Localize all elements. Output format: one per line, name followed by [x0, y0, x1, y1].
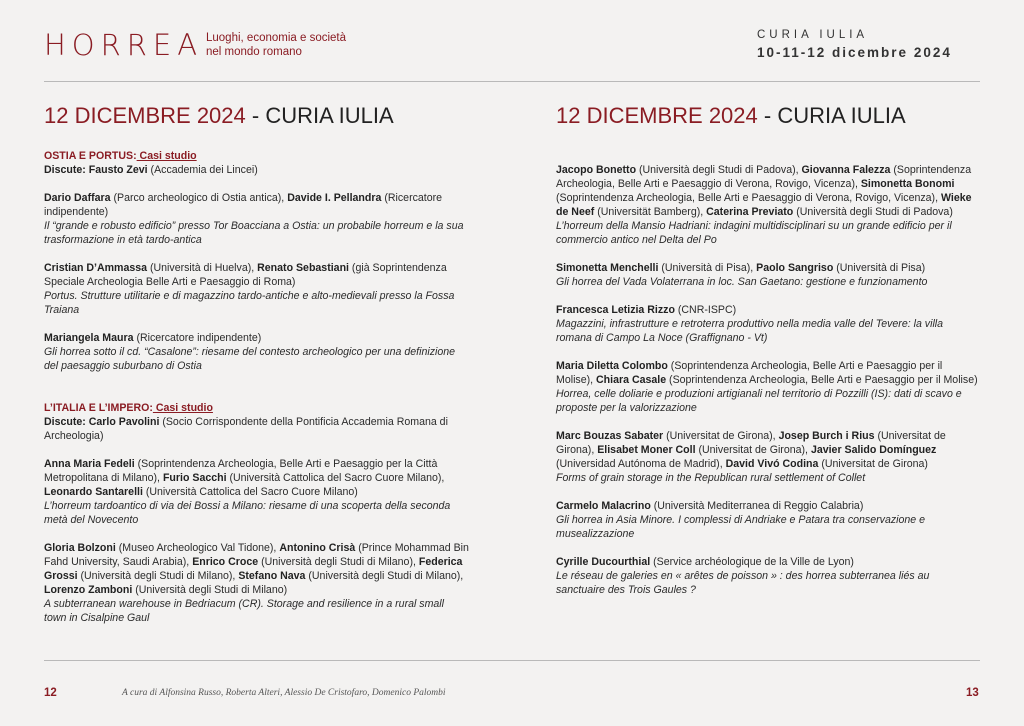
talk-authors	[556, 429, 981, 471]
author: Simonetta Menchelli	[556, 262, 659, 274]
talk-title	[556, 471, 981, 485]
affiliation: (Universität Bamberg),	[594, 206, 707, 218]
author: Paolo Sangriso	[756, 262, 834, 274]
author: Lorenzo Zamboni	[44, 584, 133, 596]
talk-authors	[556, 359, 981, 387]
author: Anna Maria Fedeli	[44, 458, 135, 470]
section-heading-italia	[44, 401, 469, 415]
affiliation: (Soprintendenza Archeologia, Belle Arti e Paesaggio per il Molise),	[556, 360, 943, 386]
author: Giovanna Falezza	[801, 164, 891, 176]
section-sub: Casi studio	[136, 150, 197, 162]
talk-title	[556, 219, 981, 247]
affiliation: (già Soprintendenza Speciale Archeologia Belle Arti e Paesaggio di Roma)	[44, 262, 447, 288]
left-program	[44, 149, 469, 625]
talk-title	[556, 569, 981, 597]
author: Federica Grossi	[44, 556, 463, 582]
affiliation: (Università degli Studi di Padova)	[793, 206, 953, 218]
section-label: OSTIA E PORTUS:	[44, 150, 137, 162]
author: Maria Diletta Colombo	[556, 360, 668, 372]
dates: 10-11-12 dicembre 2024	[757, 45, 952, 60]
tagline-line-2: nel mondo romano	[206, 46, 302, 58]
author: Javier Salido Domínguez	[810, 444, 937, 456]
author: David Vivó Codina	[725, 458, 819, 470]
author: Renato Sebastiani	[257, 262, 349, 274]
affiliation: (Soprintendenza Archeologia, Belle Arti e Paesaggio per il Molise)	[666, 374, 978, 386]
talk-authors	[556, 499, 981, 513]
talk-title-text: Magazzini, infrastrutture e retroterra produttivo nella media valle del Tevere: la villa romana di Campo La Noce (Graffignano - Vt)	[556, 318, 944, 344]
left-page-title	[44, 103, 394, 129]
author: Gloria Bolzoni	[44, 542, 116, 554]
author: Simonetta Bonomi	[860, 178, 955, 190]
section-heading-ostia	[44, 149, 469, 163]
talk-title-text: Gli horrea sotto il cd. “Casalone”: riesame del contesto archeologico per una definizione del paesaggio suburbano di Ostia	[44, 346, 456, 372]
right-title-date: 12 DICEMBRE 2024	[556, 103, 758, 128]
affiliation: (Soprintendenza Archeologia, Belle Arti e Paesaggio per la Città Metropolitana di Milano),	[44, 458, 438, 484]
tagline-line-1: Luoghi, economia e società	[206, 32, 347, 44]
affiliation: (Università degli Studi di Milano)	[132, 584, 288, 596]
author: Davide I. Pellandra	[287, 192, 382, 204]
talk-title-text: Horrea, celle doliarie e produzioni artigianali nel territorio di Pozzilli (IS): dati di scavo e proposte per la valorizzazione	[556, 388, 962, 414]
author: Jacopo Bonetto	[556, 164, 637, 176]
right-page-title	[556, 103, 906, 129]
discussant-name: Discute: Fausto Zevi	[44, 164, 148, 176]
author: Josep Burch i Rius	[778, 430, 875, 442]
author: Caterina Previato	[706, 206, 794, 218]
discussant-name: Discute: Carlo Pavolini	[44, 416, 160, 428]
affiliation: (Soprintendenza Archeologia, Belle Arti e Paesaggio di Verona, Rovigo, Vicenza),	[556, 164, 972, 190]
talk-title	[44, 345, 469, 373]
header-divider	[44, 81, 980, 82]
affiliation: (Università degli Studi di Milano),	[305, 570, 464, 582]
affiliation: (Università Cattolica del Sacro Cuore Milano)	[142, 486, 358, 498]
affiliation: (CNR-ISPC)	[674, 304, 737, 316]
discussant	[44, 415, 469, 443]
talk-title-text: Gli horrea in Asia Minore. I complessi di Andriake e Patara tra conservazione e musealizzazione	[556, 514, 925, 540]
author: Enrico Croce	[192, 556, 259, 568]
discussant-affiliation: (Socio Corrispondente della Pontificia Accademia Romana di Archeologia)	[44, 416, 448, 442]
author: Elisabet Moner Coll	[597, 444, 696, 456]
talk-authors	[556, 261, 981, 275]
talk-title-text: Il “grande e robusto edificio” presso Tor Boacciana a Ostia: un probabile horreum e la sua trasformazione in età tardo-antica	[44, 220, 464, 246]
author: Leonardo Santarelli	[44, 486, 143, 498]
affiliation: (Universitat de Girona)	[818, 458, 928, 470]
page-number-left: 12	[44, 687, 57, 699]
page-number-right: 13	[966, 687, 979, 699]
talk-title	[556, 387, 981, 415]
affiliation: (Universitat de Girona),	[663, 430, 779, 442]
editors-credit: A cura di Alfonsina Russo, Roberta Alteri, Alessio De Cristofaro, Domenico Palombi	[122, 688, 446, 698]
author: Francesca Letizia Rizzo	[556, 304, 675, 316]
talk-title	[44, 597, 469, 625]
talk-title-text: Le réseau de galeries en « arêtes de poisson » : des horrea subterranea liés au sanctuaire des Trois Gaules ?	[556, 570, 930, 596]
talk-title-text: Gli horrea del Vada Volaterrana in loc. San Gaetano: gestione e funzionamento	[556, 276, 928, 288]
talk-title-text: L’horreum della Mansio Hadriani: indagini multidisciplinari su un grande edificio per il commercio antico nel Delta del Po	[556, 220, 952, 246]
talk-title	[44, 219, 469, 247]
logo: HORREA	[44, 28, 204, 62]
author: Cyrille Ducourthial	[556, 556, 651, 568]
author: Carmelo Malacrino	[556, 500, 651, 512]
affiliation: (Università Mediterranea di Reggio Calabria)	[650, 500, 864, 512]
affiliation: (Service archéologique de la Ville de Lyon)	[650, 556, 854, 568]
talk-title	[556, 317, 981, 345]
discussant	[44, 163, 469, 177]
affiliation: (Ricercatore indipendente)	[44, 192, 443, 218]
talk-title-text: A subterranean warehouse in Bedriacum (CR). Storage and resilience in a rural small town in Cisalpine Gaul	[44, 598, 445, 624]
talk-authors	[556, 163, 981, 219]
talk-title	[44, 499, 469, 527]
affiliation: (Università di Huelva),	[147, 262, 258, 274]
talk-title-text: Portus. Strutture utilitarie e di magazzino tardo-antiche e alto-medievali presso la Fossa Traiana	[44, 290, 455, 316]
talk-title	[556, 513, 981, 541]
affiliation: (Università degli Studi di Milano),	[77, 570, 239, 582]
right-title-place: - CURIA IULIA	[757, 103, 906, 128]
talk-title	[556, 275, 981, 289]
affiliation: (Universitat de Girona),	[556, 430, 946, 456]
talk-title	[44, 289, 469, 317]
talk-title-text: Forms of grain storage in the Republican rural settlement of Collet	[556, 472, 866, 484]
affiliation: (Università Cattolica del Sacro Cuore Milano),	[226, 472, 445, 484]
author: Marc Bouzas Sabater	[556, 430, 664, 442]
left-title-date: 12 DICEMBRE 2024	[44, 103, 246, 128]
affiliation: (Prince Mohammad Bin Fahd University, Saudi Arabia),	[44, 542, 469, 568]
author: Mariangela Maura	[44, 332, 134, 344]
author: Dario Daffara	[44, 192, 111, 204]
talk-authors	[556, 555, 981, 569]
affiliation: (Soprintendenza Archeologia, Belle Arti e Paesaggio di Verona, Rovigo, Vicenza),	[556, 192, 941, 204]
author: Cristian D’Ammassa	[44, 262, 148, 274]
talk-authors	[44, 457, 469, 499]
author: Furio Sacchi	[162, 472, 227, 484]
author: Wieke de Neef	[556, 192, 972, 218]
affiliation: (Universidad Autónoma de Madrid),	[556, 458, 726, 470]
talk-authors	[44, 331, 469, 345]
tagline	[206, 31, 346, 59]
affiliation: (Università degli Studi di Milano),	[258, 556, 419, 568]
affiliation: (Università di Pisa),	[658, 262, 757, 274]
left-title-place: - CURIA IULIA	[245, 103, 394, 128]
affiliation: (Museo Archeologico Val Tidone),	[115, 542, 280, 554]
footer-divider	[44, 660, 980, 661]
author: Stefano Nava	[238, 570, 306, 582]
right-program	[556, 163, 981, 597]
affiliation: (Universitat de Girona),	[695, 444, 811, 456]
talk-authors	[44, 261, 469, 289]
discussant-affiliation: (Accademia dei Lincei)	[147, 164, 258, 176]
venue: CURIA IULIA	[757, 29, 869, 41]
affiliation: (Università degli Studi di Padova),	[636, 164, 802, 176]
affiliation: (Università di Pisa)	[833, 262, 926, 274]
affiliation: (Ricercatore indipendente)	[133, 332, 262, 344]
talk-title-text: L’horreum tardoantico di via dei Bossi a Milano: riesame di una scoperta della seconda metà del Novecento	[44, 500, 451, 526]
author: Antonino Crisà	[279, 542, 356, 554]
talk-authors	[556, 303, 981, 317]
author: Chiara Casale	[596, 374, 667, 386]
talk-authors	[44, 541, 469, 597]
talk-authors	[44, 191, 469, 219]
section-sub: Casi studio	[152, 402, 213, 414]
section-label: L’ITALIA E L’IMPERO:	[44, 402, 153, 414]
affiliation: (Parco archeologico di Ostia antica),	[110, 192, 288, 204]
